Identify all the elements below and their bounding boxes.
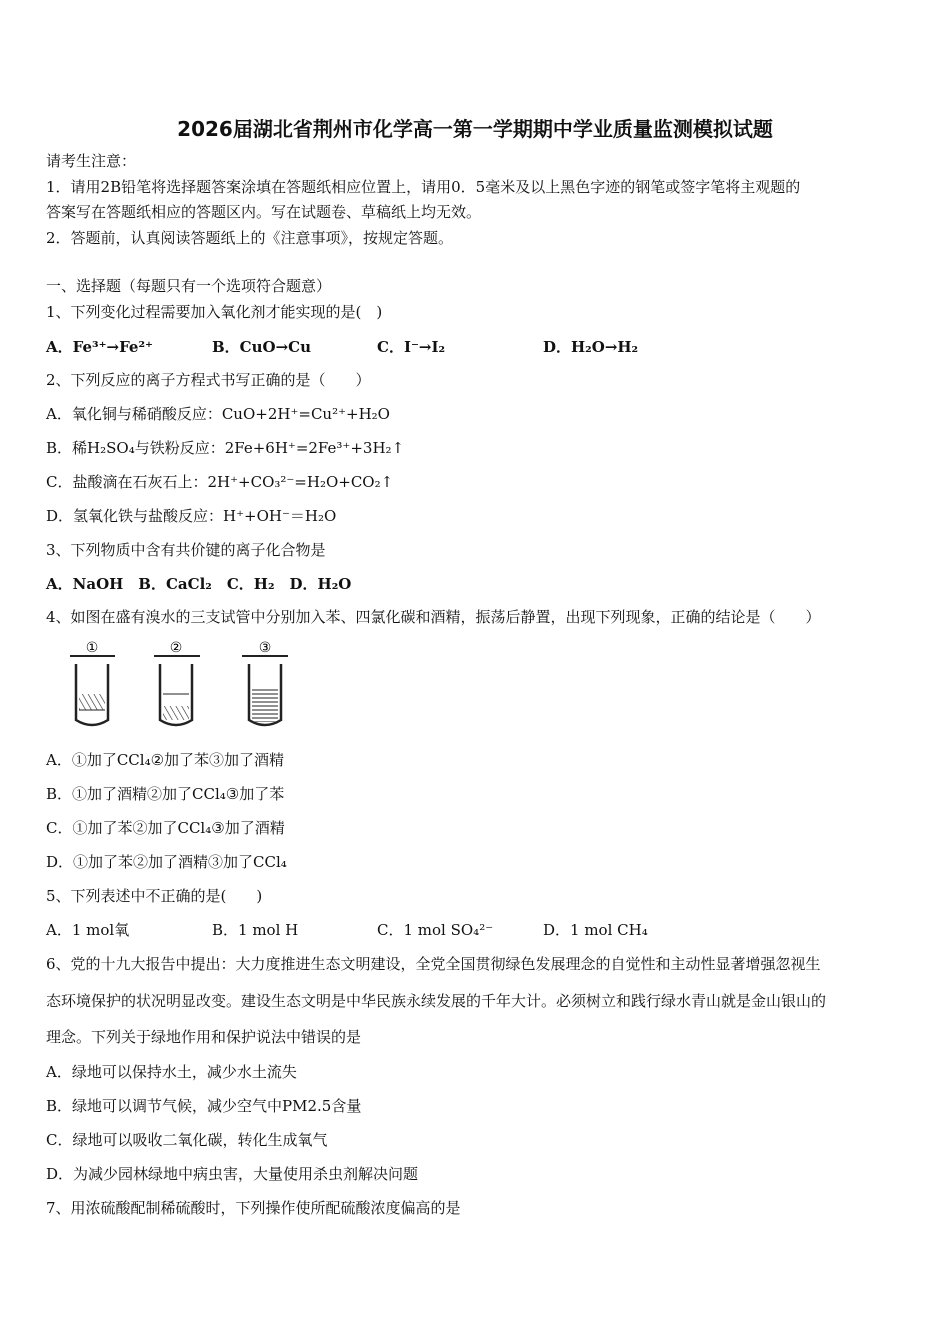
q1-stem: 1、下列变化过程需要加入氧化剂才能实现的是( ) [46,303,383,321]
tube-label-3: ③ [258,640,272,656]
notice-line-2: 答案写在答题纸相应的答题区内。写在试题卷、草稿纸上均无效。 [46,203,482,221]
q5-stem: 5、下列表述中不正确的是( ) [46,887,263,905]
tube-3-layer [252,688,278,722]
tube-label-2: ② [169,640,183,656]
q6-option-c: C．绿地可以吸收二氧化碳，转化生成氧气 [46,1131,328,1149]
q5-option-a: A．1 mol氧 [46,921,130,939]
q6-option-b: B．绿地可以调节气候，减少空气中PM2.5含量 [46,1097,362,1115]
q4-option-c: C．①加了苯②加了CCl₄③加了酒精 [46,819,285,837]
q4-option-a: A．①加了CCl₄②加了苯③加了酒精 [46,751,285,769]
q5-option-b: B．1 mol H [212,921,299,939]
tube-label-1: ① [85,640,99,656]
q6-line-1: 6、党的十九大报告中提出：大力度推进生态文明建设，全党全国贯彻绿色发展理念的自觉性和主动性显著增强忽视生 [46,955,821,973]
q2-option-d: D．氢氧化铁与盐酸反应：H⁺+OH⁻＝H₂O [46,507,337,525]
q4-stem: 4、如图在盛有溴水的三支试管中分别加入苯、四氯化碳和酒精，振荡后静置，出现下列现象，正确的结论是（ ） [46,608,821,626]
q1-option-d: D．H₂O→H₂ [543,338,639,356]
q2-option-a: A．氧化铜与稀硝酸反应：CuO+2H⁺=Cu²⁺+H₂O [46,405,390,423]
notice-heading: 请考生注意： [46,152,137,170]
q5-option-d: D．1 mol CH₄ [543,921,648,939]
q2-stem: 2、下列反应的离子方程式书写正确的是（ ） [46,371,371,389]
q7-stem: 7、用浓硫酸配制稀硫酸时，下列操作使所配硫酸浓度偏高的是 [46,1199,461,1217]
q4-option-b: B．①加了酒精②加了CCl₄③加了苯 [46,785,285,803]
q1-option-a: A．Fe³⁺→Fe²⁺ [46,338,153,356]
tube-1-layer [79,694,105,710]
q5-option-c: C．1 mol SO₄²⁻ [377,921,494,939]
q1-option-b: B．CuO→Cu [212,338,312,356]
q6-option-d: D．为减少园林绿地中病虫害，大量使用杀虫剂解决问题 [46,1165,419,1183]
section-heading: 一、选择题（每题只有一个选项符合题意） [46,277,332,295]
test-tube-1 [70,640,115,725]
tube-2-layer [163,706,189,720]
test-tube-2 [154,640,200,725]
q6-line-3: 理念。下列关于绿地作用和保护说法中错误的是 [46,1028,362,1046]
page-title: 2026届湖北省荆州市化学高一第一学期期中学业质量监测模拟试题 [177,117,773,141]
q6-line-2: 态环境保护的状况明显改变。建设生态文明是中华民族永续发展的千年大计。必须树立和践行绿水青山就是金山银山的 [46,992,827,1010]
q2-option-c: C．盐酸滴在石灰石上：2H⁺+CO₃²⁻=H₂O+CO₂↑ [46,473,394,491]
q3-options: A．NaOH B．CaCl₂ C．H₂ D．H₂O [46,575,352,593]
test-tube-3 [242,640,288,725]
q4-option-d: D．①加了苯②加了酒精③加了CCl₄ [46,853,287,871]
q1-option-c: C．I⁻→I₂ [377,338,446,356]
test-tubes-figure [60,636,300,732]
q6-option-a: A．绿地可以保持水土，减少水土流失 [46,1063,297,1081]
q2-option-b: B．稀H₂SO₄与铁粉反应：2Fe+6H⁺=2Fe³⁺+3H₂↑ [46,439,405,457]
notice-line-3: 2．答题前，认真阅读答题纸上的《注意事项》，按规定答题。 [46,229,454,247]
q3-stem: 3、下列物质中含有共价键的离子化合物是 [46,541,326,559]
notice-line-1: 1．请用2B铅笔将选择题答案涂填在答题纸相应位置上，请用0．5毫米及以上黑色字迹的钢笔或签字笔将主观题的 [46,178,801,196]
